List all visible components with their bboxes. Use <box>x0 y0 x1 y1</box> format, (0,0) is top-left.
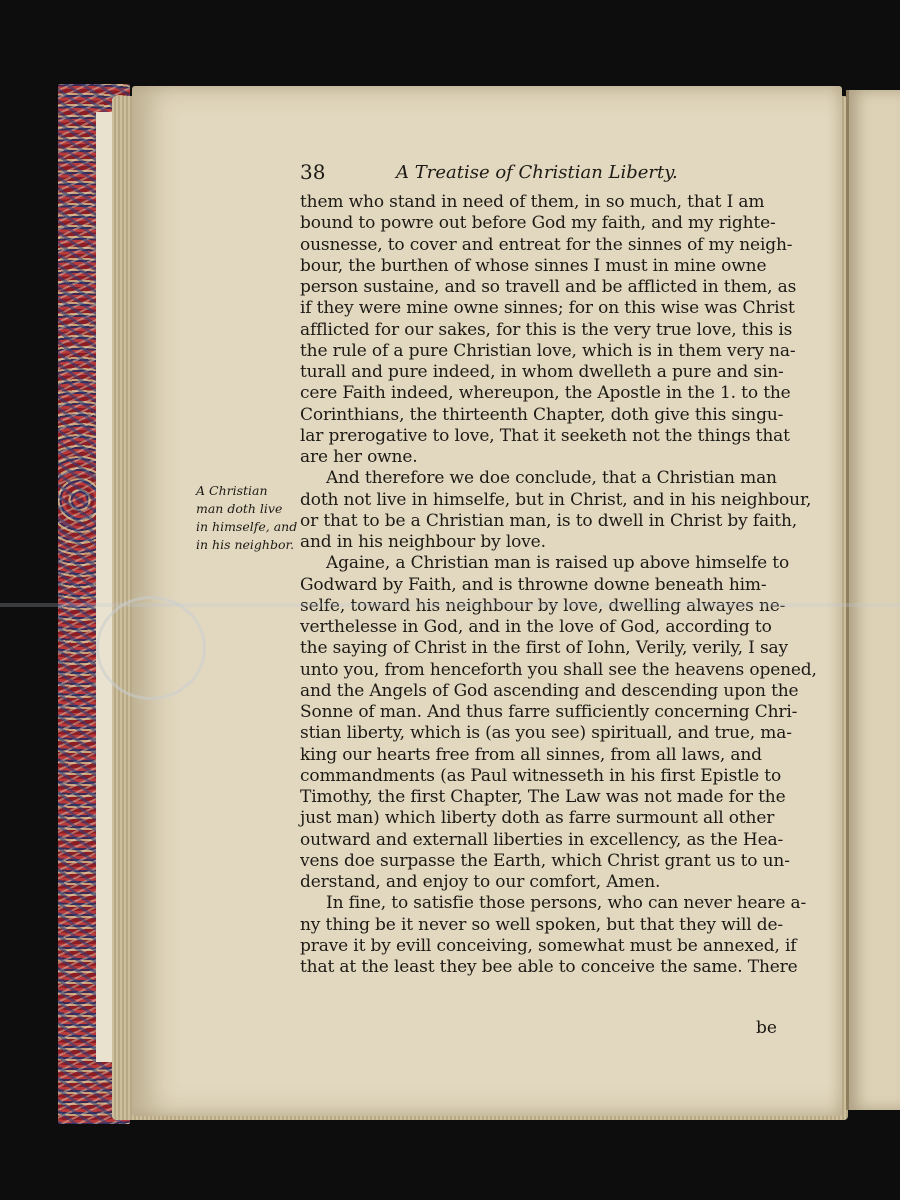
marginal-note <box>196 482 300 554</box>
text-line: Corinthians, the thirteenth Chapter, doth give this singu- <box>300 404 784 425</box>
text-line: person sustaine, and so travell and be afflicted in them, as <box>300 277 797 297</box>
text-line: commandments (as Paul witnesseth in his first Epistle to <box>300 765 782 786</box>
margin-note-line: in his neighbor. <box>196 537 295 552</box>
page-number: 38 <box>300 160 326 184</box>
text-line: or that to be a Christian man, is to dwell in Christ by faith, <box>300 510 797 531</box>
text-line: turall and pure indeed, in whom dwelleth a pure and sin- <box>300 362 784 382</box>
text-line: afflicted for our sakes, for this is the very true love, this is <box>300 319 793 340</box>
text-line: them who stand in need of them, in so much, that I am <box>300 192 765 212</box>
text-line: just man) which liberty doth as farre surmount all other <box>300 808 775 829</box>
margin-note-line: in himselfe, and <box>196 519 298 534</box>
text-line: and the Angels of God ascending and descending upon the <box>300 680 799 701</box>
text-line: Timothy, the first Chapter, The Law was not made for the <box>300 787 786 807</box>
running-title: A Treatise of Christian Liberty. <box>396 162 678 183</box>
text-line: the rule of a pure Christian love, which is in them very na- <box>300 340 796 361</box>
margin-note-line: A Christian <box>196 483 268 498</box>
text-line: Godward by Faith, and is throwne downe beneath him- <box>300 574 767 595</box>
margin-note-line: man doth live <box>196 501 283 516</box>
body-text <box>300 192 817 978</box>
text-line: are her owne. <box>300 447 418 467</box>
text-line: lar prerogative to love, That it seeketh not the things that <box>300 425 790 446</box>
text-line: In fine, to satisfie those persons, who can never heare a- <box>326 893 807 914</box>
text-line: prave it by evill conceiving, somewhat must be annexed, if <box>300 935 797 956</box>
text-line: Sonne of man. And thus farre sufficiently concerning Chri- <box>300 702 798 722</box>
running-head <box>300 160 700 190</box>
text-line: that at the least they bee able to conceive the same. There <box>300 957 798 977</box>
text-line: unto you, from henceforth you shall see the heavens opened, <box>300 659 817 680</box>
text-line: doth not live in himselfe, but in Christ, and in his neighbour, <box>300 489 812 510</box>
text-line: stian liberty, which is (as you see) spirituall, and true, ma- <box>300 723 792 744</box>
text-line: bound to powre out before God my faith, and my righte- <box>300 213 776 234</box>
catchword: be <box>756 1018 777 1038</box>
text-line: cere Faith indeed, whereupon, the Apostle in the 1. to the <box>300 383 791 404</box>
text-line: and in his neighbour by love. <box>300 532 546 552</box>
facing-page-edge <box>846 90 900 1110</box>
text-line: And therefore we doe conclude, that a Christian man <box>326 468 777 489</box>
text-line: ousnesse, to cover and entreat for the sinnes of my neigh- <box>300 234 793 255</box>
text-line: selfe, toward his neighbour by love, dwelling alwayes ne- <box>300 595 786 616</box>
text-line: outward and externall liberties in excellency, as the Hea- <box>300 829 784 850</box>
text-line: ny thing be it never so well spoken, but that they will de- <box>300 914 784 935</box>
text-line: bour, the burthen of whose sinnes I must in mine owne <box>300 255 767 276</box>
text-line: verthelesse in God, and in the love of God, according to <box>300 617 772 637</box>
text-line: if they were mine owne sinnes; for on this wise was Christ <box>300 298 795 319</box>
text-line: derstand, and enjoy to our comfort, Amen. <box>300 872 661 892</box>
text-line: vens doe surpasse the Earth, which Christ grant us to un- <box>300 850 790 871</box>
text-line: king our hearts free from all sinnes, from all laws, and <box>300 744 762 765</box>
text-line: the saying of Christ in the first of Iohn, Verily, verily, I say <box>300 638 788 659</box>
text-line: Againe, a Christian man is raised up above himselfe to <box>326 553 790 574</box>
page-clip <box>96 596 206 700</box>
